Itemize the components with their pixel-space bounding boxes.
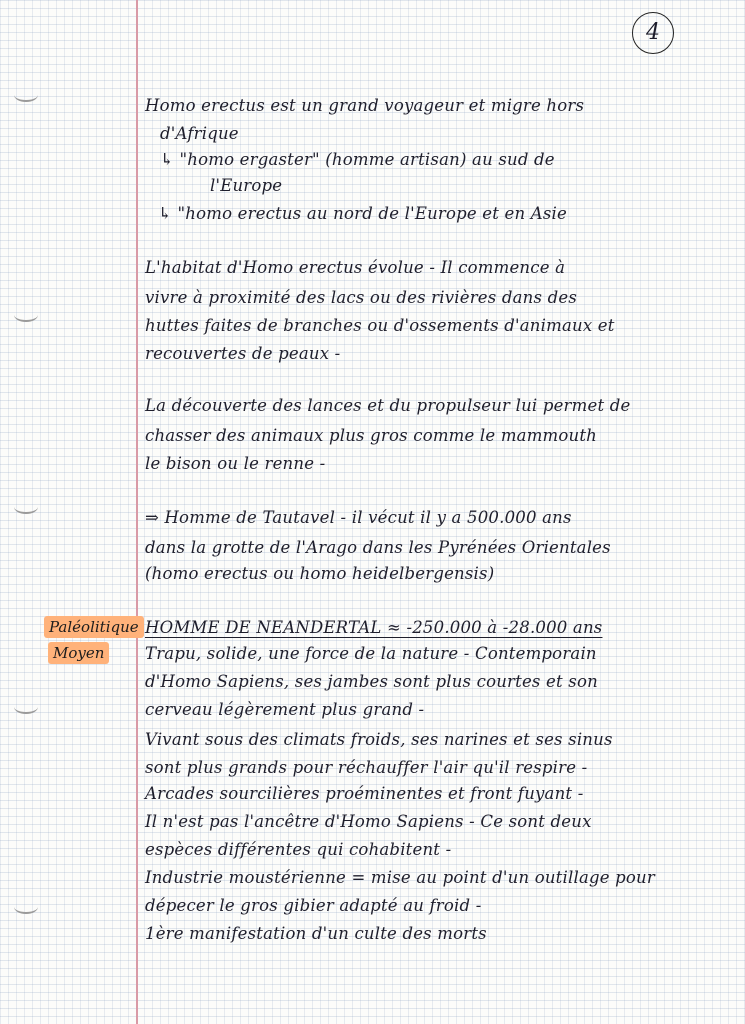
binder-hole bbox=[14, 700, 38, 714]
note-line: Industrie moustérienne = mise au point d'un outillage pour bbox=[145, 868, 655, 887]
note-line: Il n'est pas l'ancêtre d'Homo Sapiens - Ce sont deux bbox=[145, 812, 592, 831]
note-line: le bison ou le renne - bbox=[145, 454, 326, 473]
binder-hole bbox=[14, 500, 38, 514]
margin-line bbox=[136, 0, 138, 1024]
binder-hole bbox=[14, 308, 38, 322]
note-line: La découverte des lances et du propulseur lui permet de bbox=[145, 396, 631, 415]
note-line: cerveau légèrement plus grand - bbox=[145, 700, 425, 719]
note-line: d'Homo Sapiens, ses jambes sont plus courtes et son bbox=[145, 672, 598, 691]
note-line: 1ère manifestation d'un culte des morts bbox=[145, 924, 487, 943]
note-line: Vivant sous des climats froids, ses narines et ses sinus bbox=[145, 730, 613, 749]
note-line: sont plus grands pour réchauffer l'air qu'il respire - bbox=[145, 758, 588, 777]
note-line: l'Europe bbox=[210, 176, 283, 195]
note-line: chasser des animaux plus gros comme le mammouth bbox=[145, 426, 598, 445]
note-line: recouvertes de peaux - bbox=[145, 344, 341, 363]
note-line: Arcades sourcilières proéminentes et front fuyant - bbox=[145, 784, 584, 803]
margin-label-period-sub: Moyen bbox=[48, 642, 109, 664]
note-line: d'Afrique bbox=[160, 124, 239, 143]
note-line: vivre à proximité des lacs ou des rivières dans des bbox=[145, 288, 578, 307]
page-number: 4 bbox=[632, 12, 674, 54]
note-line: espèces différentes qui cohabitent - bbox=[145, 840, 452, 859]
note-line: (homo erectus ou homo heidelbergensis) bbox=[145, 564, 495, 583]
binder-hole bbox=[14, 900, 38, 914]
note-line: L'habitat d'Homo erectus évolue - Il commence à bbox=[145, 258, 566, 277]
section-heading: HOMME DE NEANDERTAL ≈ -250.000 à -28.000 ans bbox=[145, 618, 603, 637]
note-line: ↳ "homo ergaster" (homme artisan) au sud de bbox=[160, 150, 555, 169]
note-line: Homo erectus est un grand voyageur et migre hors bbox=[145, 96, 585, 115]
note-line: ↳ "homo erectus au nord de l'Europe et en Asie bbox=[158, 204, 567, 223]
note-line: ⇒ Homme de Tautavel - il vécut il y a 500.000 ans bbox=[145, 508, 572, 527]
note-line: huttes faites de branches ou d'ossements d'animaux et bbox=[145, 316, 615, 335]
note-line: dans la grotte de l'Arago dans les Pyrénées Orientales bbox=[145, 538, 611, 557]
binder-hole bbox=[14, 88, 38, 102]
note-line: Trapu, solide, une force de la nature - Contemporain bbox=[145, 644, 597, 663]
margin-label-period: Paléolitique bbox=[44, 616, 144, 638]
note-line: dépecer le gros gibier adapté au froid - bbox=[145, 896, 482, 915]
